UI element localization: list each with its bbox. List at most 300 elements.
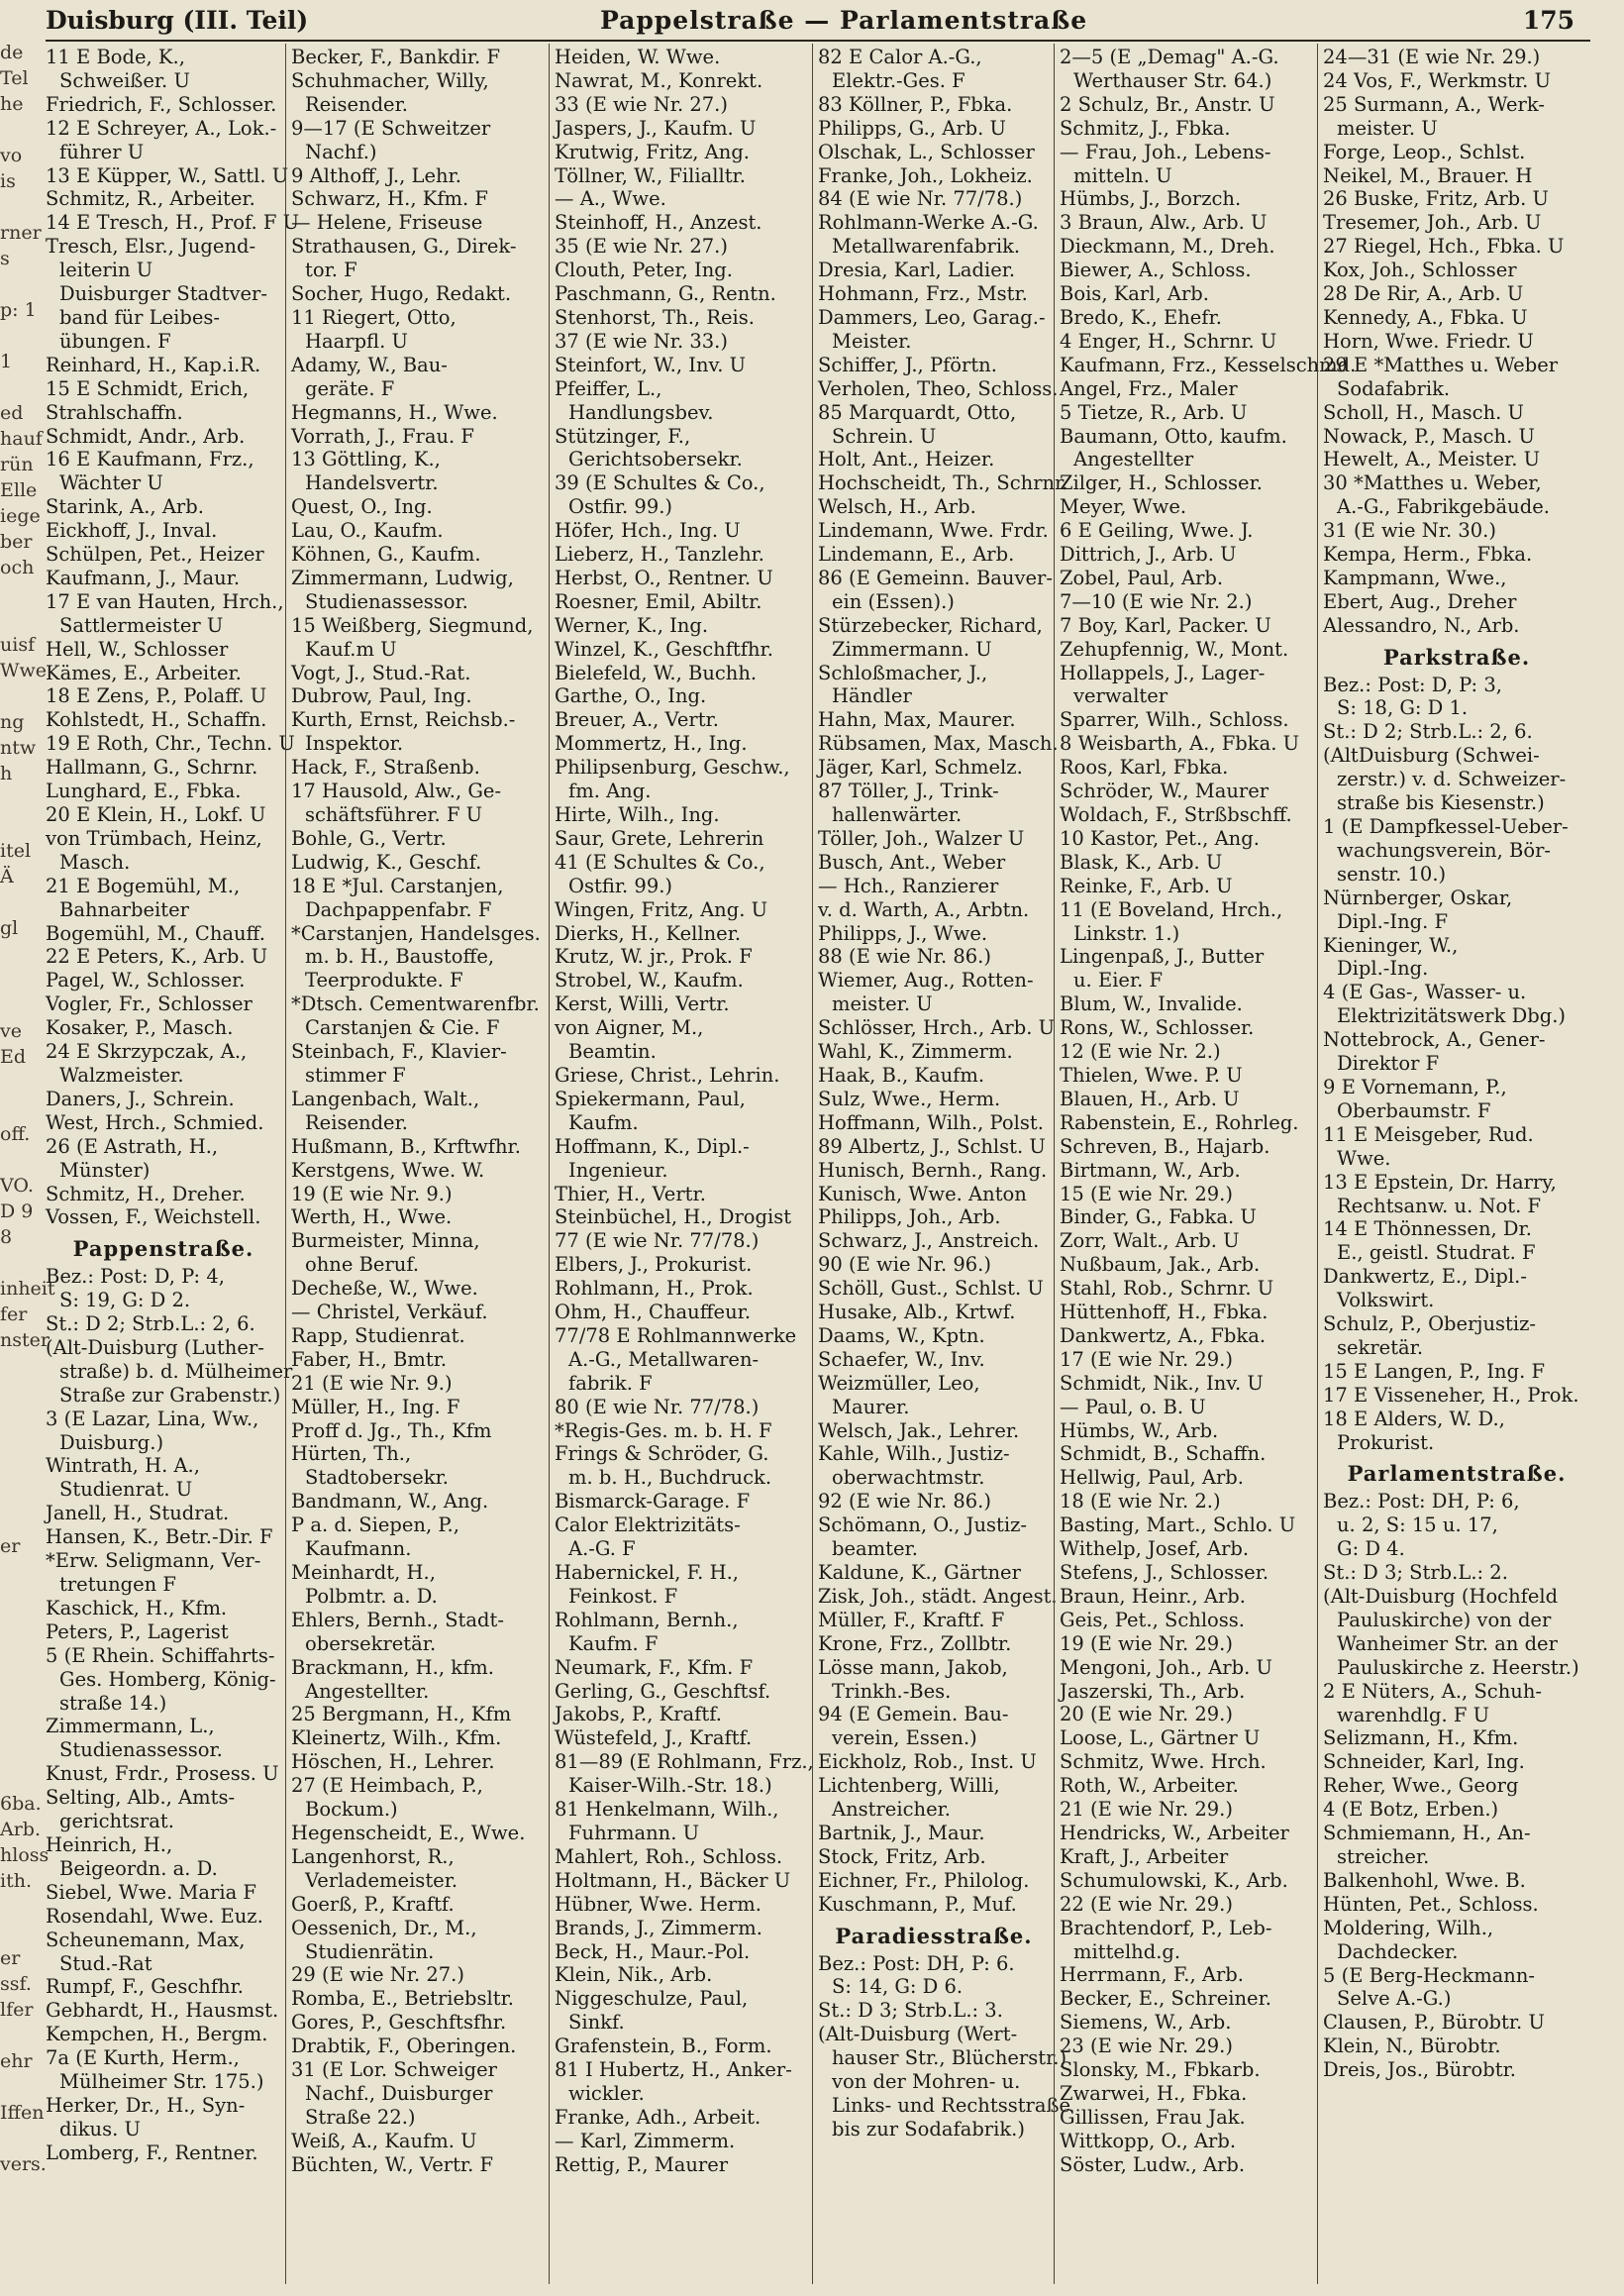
header-left: Duisburg (III. Teil) [46, 6, 309, 35]
directory-entry: Neumark, F., Kfm. F [555, 1655, 754, 1679]
directory-entry: Ostfir. 99.) [568, 874, 673, 897]
directory-entry: Schwarz, H., Kfm. F [291, 187, 488, 211]
margin-fragment [0, 1559, 44, 1585]
margin-fragment [0, 812, 44, 838]
directory-entry: Nachf., Duisburger [305, 2081, 493, 2105]
directory-entry: Selizmann, H., Kfm. [1323, 1726, 1519, 1750]
directory-entry: Knust, Frdr., Prosess. U [46, 1762, 279, 1786]
directory-entry: Grafenstein, B., Form. [555, 2035, 772, 2058]
directory-entry: Wwe. [1337, 1146, 1391, 1170]
directory-entry: Meyer, Wwe. [1060, 495, 1187, 519]
directory-entry: Kaufmann. [305, 1537, 412, 1561]
directory-entry: 81 Henkelmann, Wilh., [555, 1798, 779, 1822]
directory-entry: Strathausen, G., Direk- [291, 235, 517, 259]
directory-entry: Scholl, H., Masch. U [1323, 400, 1524, 424]
directory-entry: Loose, L., Gärtner U [1060, 1726, 1261, 1750]
margin-fragment: lfer [0, 1999, 34, 2021]
directory-entry: Verlademeister. [305, 1868, 458, 1892]
directory-entry: 22 (E wie Nr. 29.) [1060, 1892, 1233, 1916]
directory-entry: Griese, Christ., Lehrin. [555, 1063, 780, 1087]
directory-entry: 26 (E Astrath, H., [46, 1134, 219, 1158]
directory-entry: Schwarz, J., Anstreich. [818, 1229, 1040, 1253]
directory-entry: beamter. [832, 1537, 918, 1561]
directory-entry: Studienassessor. [305, 589, 468, 613]
directory-entry: Strahlschaffn. [46, 400, 183, 424]
directory-entry: Blauen, H., Arb. U [1060, 1087, 1240, 1110]
directory-entry: Philipps, J., Wwe. [818, 921, 988, 945]
directory-entry: ein (Essen).) [832, 589, 955, 613]
directory-entry: Steinbüchel, H., Drogist [555, 1205, 792, 1229]
directory-entry: 19 E Roth, Chr., Techn. U [46, 732, 295, 756]
directory-entry: Kunisch, Wwe. Anton [818, 1182, 1027, 1205]
directory-entry: Hell, W., Schlosser [46, 637, 229, 661]
directory-entry: Decheße, W., Wwe. [291, 1277, 478, 1301]
directory-entry: 24 E Skrzypczak, A., [46, 1040, 248, 1064]
directory-entry: 25 Bergmann, H., Kfm [291, 1703, 512, 1726]
margin-fragment: er [0, 1947, 21, 1969]
directory-entry: Romba, E., Betriebsltr. [291, 1987, 514, 2011]
directory-entry: Klein, Nik., Arb. [555, 1963, 713, 1987]
directory-entry: 9 Althoff, J., Lehr. [291, 163, 461, 187]
directory-entry: Wüstefeld, J., Kraftf. [555, 1726, 753, 1750]
directory-entry: Kraft, J., Arbeiter [1060, 1844, 1229, 1868]
directory-entry: Schmiemann, H., An- [1323, 1822, 1531, 1845]
directory-entry: Schreven, B., Hajarb. [1060, 1134, 1270, 1158]
directory-entry: Angestellter [1073, 448, 1194, 471]
directory-entry: Kämes, E., Arbeiter. [46, 661, 242, 684]
directory-entry: Burmeister, Minna, [291, 1229, 480, 1253]
margin-fragment: ber [0, 531, 33, 553]
directory-entry: Wächter U [59, 471, 163, 495]
directory-entry: Vogt, J., Stud.-Rat. [291, 661, 471, 684]
directory-entry: Drabtik, F., Oberingen. [291, 2035, 517, 2058]
directory-entry: Brackmann, H., kfm. [291, 1655, 494, 1679]
directory-entry: 87 Töller, J., Trink- [818, 780, 999, 803]
directory-entry: Wahl, K., Zimmerm. [818, 1040, 1013, 1064]
directory-entry: Schneider, Karl, Ing. [1323, 1750, 1525, 1774]
directory-entry: Werth, H., Wwe. [291, 1205, 453, 1229]
margin-fragment: nster [0, 1329, 50, 1351]
directory-entry: Rettig, P., Maurer [555, 2152, 729, 2176]
directory-entry: Nußbaum, Jak., Arb. [1060, 1253, 1261, 1277]
margin-fragment [0, 606, 44, 632]
directory-entry: Winzel, K., Geschftfhr. [555, 637, 773, 661]
directory-entry: 81—89 (E Rohlmann, Frz., [555, 1750, 814, 1774]
directory-entry: Fuhrmann. U [568, 1821, 700, 1844]
directory-entry: — Paul, o. B. U [1060, 1395, 1206, 1418]
directory-entry: Roesner, Emil, Abiltr. [555, 589, 762, 613]
directory-entry: Schmidt, B., Schaffn. [1060, 1442, 1267, 1466]
directory-entry: Rechtsanw. u. Not. F [1337, 1194, 1542, 1217]
directory-entry: Kahle, Wilh., Justiz- [818, 1442, 1010, 1466]
directory-entry: Stenhorst, Th., Reis. [555, 305, 755, 329]
directory-entry: Rabenstein, E., Rohrleg. [1060, 1110, 1299, 1134]
directory-entry: Dachdecker. [1337, 1939, 1459, 1963]
directory-entry: 7—10 (E wie Nr. 2.) [1060, 589, 1253, 613]
directory-entry: Lingenpaß, J., Butter [1060, 945, 1265, 969]
directory-entry: Rapp, Studienrat. [291, 1323, 465, 1347]
directory-entry: 14 E Thönnessen, Dr. [1323, 1217, 1532, 1241]
directory-entry: Links- und Rechtsstraße [832, 2093, 1071, 2117]
directory-entry: Straße 22.) [305, 2105, 416, 2129]
directory-entry: 39 (E Schultes & Co., [555, 471, 765, 495]
directory-entry: Beck, H., Maur.-Pol. [555, 1939, 751, 1963]
directory-entry: 11 E Meisgeber, Rud. [1323, 1122, 1534, 1146]
directory-entry: 19 (E wie Nr. 9.) [291, 1182, 453, 1205]
directory-entry: Gebhardt, H., Hausmst. [46, 1999, 279, 2023]
directory-entry: stimmer F [305, 1063, 406, 1087]
directory-entry: leiterin U [59, 259, 153, 282]
margin-fragment [0, 1508, 44, 1533]
directory-entry: Becker, E., Schreiner. [1060, 1987, 1271, 2011]
directory-entry: 17 E van Hauten, Hrch., [46, 589, 284, 613]
directory-entry: Oessenich, Dr., M., [291, 1916, 477, 1939]
directory-entry: Eichner, Fr., Philolog. [818, 1868, 1030, 1892]
directory-entry: Philipps, Joh., Arb. [818, 1205, 1001, 1229]
directory-entry: Töllner, W., Filialltr. [555, 163, 746, 187]
directory-entry: Ludwig, K., Geschf. [291, 850, 482, 874]
column-3 [555, 46, 814, 2284]
margin-fragment: inheit [0, 1278, 55, 1300]
directory-entry: Goerß, P., Kraftf. [291, 1892, 455, 1916]
directory-entry: 5 Tietze, R., Arb. U [1060, 400, 1248, 424]
column-4 [818, 46, 1071, 2284]
directory-entry: 80 (E wie Nr. 77/78.) [555, 1395, 760, 1418]
directory-entry: Bielefeld, W., Buchh. [555, 661, 758, 684]
margin-fragment [0, 271, 44, 297]
directory-entry: 5 (E Rhein. Schiffahrts- [46, 1643, 275, 1667]
directory-entry: 9—17 (E Schweitzer [291, 116, 491, 140]
directory-entry: 29 (E wie Nr. 27.) [291, 1963, 464, 1987]
directory-entry: 4 (E Botz, Erben.) [1323, 1798, 1499, 1822]
directory-entry: Ges. Homberg, König- [59, 1667, 276, 1691]
directory-entry: Gerling, G., Geschftsf. [555, 1679, 771, 1703]
directory-entry: Nottebrock, A., Gener- [1323, 1028, 1546, 1052]
directory-entry: Schöll, Gust., Schlst. U [818, 1277, 1044, 1301]
directory-entry: Kaufm. [568, 1110, 639, 1134]
margin-fragment: Ä [0, 866, 14, 887]
directory-entry: Händler [832, 684, 912, 708]
margin-fragment [0, 1611, 44, 1636]
directory-entry: Breuer, A., Vertr. [555, 708, 719, 732]
directory-entry: Schumulowski, K., Arb. [1060, 1868, 1288, 1892]
directory-entry: Hendricks, W., Arbeiter [1060, 1821, 1289, 1844]
directory-entry: 33 (E wie Nr. 27.) [555, 92, 728, 116]
directory-entry: Hüttenhoff, H., Fbka. [1060, 1301, 1269, 1324]
directory-entry: Neikel, M., Brauer. H [1323, 163, 1533, 187]
margin-fragment [0, 1739, 44, 1765]
directory-entry: Slonsky, M., Fbkarb. [1060, 2058, 1261, 2082]
directory-entry: Hußmann, B., Krftwfhr. [291, 1134, 521, 1158]
directory-entry: 30 *Matthes u. Weber, [1323, 471, 1542, 495]
margin-fragment [0, 1147, 44, 1173]
directory-entry: Wingen, Fritz, Ang. U [555, 897, 768, 921]
directory-entry: Wanheimer Str. an der [1337, 1631, 1558, 1655]
directory-entry: 77 (E wie Nr. 77/78.) [555, 1229, 760, 1253]
directory-entry: Rons, W., Schlosser. [1060, 1016, 1255, 1040]
directory-entry: *Dtsch. Cementwarenfbr. [291, 992, 540, 1016]
directory-entry: 24—31 (E wie Nr. 29.) [1323, 46, 1541, 68]
directory-entry: Pauluskirche) von der [1337, 1608, 1552, 1631]
margin-fragment: hauf [0, 428, 43, 450]
directory-entry: Linkstr. 1.) [1073, 921, 1180, 945]
directory-entry: Werner, K., Ing. [555, 613, 709, 637]
directory-entry: Stürzebecker, Richard, [818, 613, 1043, 637]
directory-entry: Quest, O., Ing. [291, 495, 433, 519]
directory-entry: Hollappels, J., Lager- [1060, 661, 1266, 684]
directory-entry: mitteln. U [1073, 163, 1172, 187]
directory-entry: Töller, Joh., Walzer U [818, 826, 1025, 850]
directory-entry: fm. Ang. [568, 780, 652, 803]
margin-fragment: Tel [0, 67, 29, 89]
directory-entry: Lösse mann, Jakob, [818, 1655, 1008, 1679]
directory-entry: Anstreicher. [832, 1798, 951, 1822]
directory-entry: Steinbach, F., Klavier- [291, 1040, 507, 1064]
directory-entry: 24 Vos, F., Werkmstr. U [1323, 68, 1552, 92]
header-center: Pappelstraße — Parlamentstraße [600, 6, 1088, 35]
directory-entry: 15 (E wie Nr. 29.) [1060, 1182, 1233, 1205]
directory-entry: Handelsvertr. [305, 471, 439, 495]
directory-entry: Dachpappenfabr. F [305, 897, 492, 921]
directory-entry: 11 Riegert, Otto, [291, 305, 457, 329]
directory-entry: u. Eier. F [1073, 969, 1164, 992]
directory-entry: 15 E Schmidt, Erich, [46, 376, 250, 400]
directory-entry: Siebel, Wwe. Maria F [46, 1880, 256, 1904]
directory-entry: Dreis, Jos., Bürobtr. [1323, 2058, 1516, 2082]
directory-entry: Lindemann, Wwe. Frdr. [818, 519, 1049, 543]
directory-entry: Strobel, W., Kaufm. [555, 969, 744, 992]
column-5 [1060, 46, 1357, 2284]
directory-entry: Saur, Grete, Lehrerin [555, 826, 764, 850]
directory-entry: Zehupfennig, W., Mont. [1060, 637, 1289, 661]
directory-entry: Hünten, Pet., Schloss. [1323, 1892, 1539, 1916]
directory-entry: 22 E Peters, K., Arb. U [46, 945, 268, 969]
directory-entry: Herbst, O., Rentner. U [555, 566, 773, 589]
margin-fragment: och [0, 557, 35, 578]
directory-entry: Busch, Ant., Weber [818, 850, 1006, 874]
directory-entry: Stock, Fritz, Arb. [818, 1844, 986, 1868]
directory-entry: Dankwertz, A., Fbka. [1060, 1323, 1267, 1347]
margin-fragment [0, 1662, 44, 1688]
margin-fragment: rner [0, 222, 42, 244]
margin-fragment: hloss [0, 1844, 50, 1866]
directory-entry: 7a (E Kurth, Herm., [46, 2046, 240, 2070]
directory-entry: Elektrizitätswerk Dbg.) [1337, 1004, 1567, 1028]
directory-entry: Hochscheidt, Th., Schrnr. [818, 471, 1068, 495]
margin-fragment: fer [0, 1304, 28, 1325]
directory-entry: Kleinertz, Wilh., Kfm. [291, 1726, 502, 1750]
directory-entry: Daners, J., Schrein. [46, 1087, 235, 1110]
directory-entry: 88 (E wie Nr. 86.) [818, 945, 991, 969]
directory-entry: Husake, Alb., Krtwf. [818, 1301, 1016, 1324]
directory-entry: Müller, H., Ing. F [291, 1395, 460, 1418]
directory-entry: 21 (E wie Nr. 9.) [291, 1371, 453, 1395]
directory-entry: (Alt-Duisburg (Hochfeld [1323, 1585, 1559, 1608]
directory-entry: Garthe, O., Ing. [555, 684, 707, 708]
directory-entry: Hack, F., Straßenb. [291, 756, 480, 780]
directory-entry: von der Mohren- u. [832, 2070, 1021, 2094]
directory-entry: tor. F [305, 259, 357, 282]
directory-entry: A.-G. F [568, 1537, 636, 1561]
directory-entry: Adamy, W., Bau- [291, 353, 448, 376]
directory-entry: Braun, Heinr., Arb. [1060, 1584, 1246, 1608]
directory-entry: Sodafabrik. [1337, 376, 1451, 400]
directory-entry: von Aigner, M., [555, 1016, 704, 1040]
directory-entry: Daams, W., Kptn. [818, 1323, 985, 1347]
directory-entry: 4 (E Gas-, Wasser- u. [1323, 981, 1527, 1004]
margin-fragment [0, 1405, 44, 1430]
directory-entry: Volkswirt. [1337, 1289, 1435, 1312]
directory-entry: Reisender. [305, 1110, 408, 1134]
directory-entry: Dresia, Karl, Ladier. [818, 259, 1016, 282]
margin-fragment: Iffen [0, 2102, 45, 2124]
directory-entry: 89 Albertz, J., Schlst. U [818, 1134, 1046, 1158]
directory-entry: Schröder, W., Maurer [1060, 780, 1269, 803]
directory-entry: verein, Essen.) [832, 1726, 977, 1750]
directory-entry: senstr. 10.) [1337, 862, 1447, 886]
margin-fragment [0, 1636, 44, 1662]
margin-fragment: h [0, 763, 13, 784]
directory-entry: Carstanjen & Cie. F [305, 1016, 500, 1040]
directory-entry: 11 (E Boveland, Hrch., [1060, 897, 1283, 921]
directory-entry: *Erw. Seligmann, Ver- [46, 1549, 261, 1573]
directory-entry: Moldering, Wilh., [1323, 1916, 1494, 1939]
directory-entry: 6 E Geiling, Wwe. J. [1060, 519, 1254, 543]
directory-entry: Schulz, P., Oberjustiz- [1323, 1312, 1536, 1336]
directory-entry: Schmitz, J., Fbka. [1060, 116, 1231, 140]
directory-entry: Rohlmann-Werke A.-G. [818, 211, 1039, 235]
directory-entry: 2 E Nüters, A., Schuh- [1323, 1679, 1542, 1703]
directory-entry: Bogemühl, M., Chauff. [46, 921, 265, 945]
directory-entry: Dieckmann, M., Dreh. [1060, 235, 1275, 259]
margin-fragment: de [0, 42, 24, 63]
directory-entry: 92 (E wie Nr. 86.) [818, 1490, 991, 1513]
directory-entry: Kuschmann, P., Muf. [818, 1892, 1017, 1916]
directory-entry: Hoffmann, Wilh., Polst. [818, 1110, 1044, 1134]
directory-entry: Studienassessor. [59, 1738, 223, 1762]
directory-entry: verwalter [1073, 684, 1168, 708]
directory-entry: Holt, Ant., Heizer. [818, 448, 995, 471]
directory-entry: West, Hrch., Schmied. [46, 1110, 264, 1134]
directory-entry: Kaiser-Wilh.-Str. 18.) [568, 1774, 772, 1798]
directory-entry: Rübsamen, Max, Masch. [818, 732, 1059, 756]
directory-entry: 27 Riegel, Hch., Fbka. U [1323, 235, 1565, 259]
directory-entry: m. b. H., Buchdruck. [568, 1466, 772, 1490]
directory-entry: obersekretär. [305, 1631, 437, 1655]
directory-entry: Holtmann, H., Bäcker U [555, 1868, 791, 1892]
directory-entry: Krone, Frz., Zollbtr. [818, 1631, 1012, 1655]
street-heading: Parkstraße. [1382, 644, 1531, 670]
directory-entry: Hallmann, G., Schrnr. [46, 756, 258, 780]
directory-entry: Wiemer, Aug., Rotten- [818, 969, 1034, 992]
directory-entry: 27 (E Heimbach, P., [291, 1774, 483, 1798]
directory-entry: 5 (E Berg-Heckmann- [1323, 1963, 1536, 1987]
directory-entry: Krutwig, Fritz, Ang. [555, 140, 751, 163]
margin-fragment [0, 194, 44, 220]
directory-entry: Sinkf. [568, 2011, 625, 2035]
directory-entry: 82 E Calor A.-G., [818, 46, 982, 68]
directory-entry: 18 E Zens, P., Polaff. U [46, 684, 267, 708]
directory-entry: Mommertz, H., Ing. [555, 732, 748, 756]
directory-entry: Teerprodukte. F [305, 969, 463, 992]
page-number: 175 [1522, 6, 1574, 35]
directory-entry: Meister. [832, 329, 912, 353]
directory-entry: straße 14.) [59, 1691, 167, 1715]
margin-fragment [0, 1714, 44, 1739]
directory-entry: Kempchen, H., Bergm. [46, 2023, 268, 2046]
directory-entry: 10 Kastor, Pet., Ang. [1060, 826, 1260, 850]
margin-fragment: 6ba. [0, 1793, 42, 1815]
directory-entry: Franke, Joh., Lokheiz. [818, 163, 1033, 187]
margin-fragment [0, 1096, 44, 1121]
directory-entry: S: 19, G: D 2. [59, 1289, 191, 1312]
directory-entry: Nawrat, M., Konrekt. [555, 68, 763, 92]
directory-entry: Welsch, H., Arb. [818, 495, 976, 519]
directory-entry: 11 E Bode, K., [46, 46, 185, 68]
directory-entry: 41 (E Schultes & Co., [555, 850, 765, 874]
directory-entry: 7 Boy, Karl, Packer. U [1060, 613, 1271, 637]
directory-entry: Paschmann, G., Rentn. [555, 282, 776, 306]
directory-entry: Studienrat. U [59, 1478, 193, 1502]
directory-entry: Starink, A., Arb. [46, 495, 204, 519]
margin-fragment: gl [0, 917, 19, 939]
margin-fragment: VO. [0, 1175, 34, 1197]
column-6 [1323, 46, 1590, 2284]
directory-entry: Stahl, Rob., Schrnr. U [1060, 1277, 1274, 1301]
directory-entry: Blum, W., Invalide. [1060, 992, 1243, 1016]
directory-entry: Meinhardt, H., [291, 1561, 436, 1584]
directory-entry: Basting, Mart., Schlo. U [1060, 1513, 1296, 1537]
directory-entry: 3 Braun, Alw., Arb. U [1060, 211, 1268, 235]
directory-entry: 3 (E Lazar, Lina, Ww., [46, 1407, 259, 1430]
directory-entry: Tresemer, Joh., Arb. U [1323, 211, 1542, 235]
directory-entry: Söster, Ludw., Arb. [1060, 2152, 1246, 2176]
directory-entry: oberwachtmstr. [832, 1466, 985, 1490]
directory-entry: Jaspers, J., Kaufm. U [555, 116, 757, 140]
directory-entry: Polbmtr. a. D. [305, 1584, 438, 1608]
directory-entry: führer U [59, 140, 145, 163]
directory-entry: Reinhard, H., Kap.i.R. [46, 353, 261, 376]
directory-entry: Pauluskirche z. Heerstr.) [1337, 1655, 1579, 1679]
directory-entry: Reisender. [305, 92, 408, 116]
directory-entry: dikus. U [59, 2117, 141, 2140]
directory-entry: — A., Wwe. [555, 187, 666, 211]
directory-entry: Hellwig, Paul, Arb. [1060, 1466, 1244, 1490]
directory-entry: Schülpen, Pet., Heizer [46, 543, 264, 567]
directory-entry: Baumann, Otto, kaufm. [1060, 424, 1287, 448]
directory-entry: übungen. F [59, 329, 171, 353]
directory-entry: Höfer, Hch., Ing. U [555, 519, 741, 543]
directory-entry: Schmitz, H., Dreher. [46, 1182, 246, 1205]
directory-entry: Binder, G., Fabka. U [1060, 1205, 1257, 1229]
margin-fragment: he [0, 93, 24, 115]
directory-entry: Dipl.-Ing. F [1337, 909, 1449, 933]
directory-entry: Gores, P., Geschftsfhr. [291, 2011, 507, 2035]
directory-entry: Angestellter. [305, 1679, 430, 1703]
directory-entry: 26 Buske, Fritz, Arb. U [1323, 187, 1549, 211]
directory-entry: *Regis-Ges. m. b. H. F [555, 1418, 772, 1442]
directory-entry: 18 (E wie Nr. 2.) [1060, 1490, 1221, 1513]
directory-entry: 13 E Küpper, W., Sattl. U [46, 163, 289, 187]
directory-entry: Schömann, O., Justiz- [818, 1513, 1027, 1537]
directory-entry: Trinkh.-Bes. [832, 1679, 952, 1703]
directory-entry: S: 18, G: D 1. [1337, 696, 1469, 720]
directory-entry: Jakobs, P., Kraftf. [555, 1703, 722, 1726]
directory-entry: Langenhorst, R., [291, 1844, 455, 1868]
directory-entry: Ingenieur. [568, 1158, 668, 1182]
directory-entry: straße bis Kiesenstr.) [1337, 791, 1545, 815]
directory-entry: Hegmanns, H., Wwe. [291, 400, 498, 424]
